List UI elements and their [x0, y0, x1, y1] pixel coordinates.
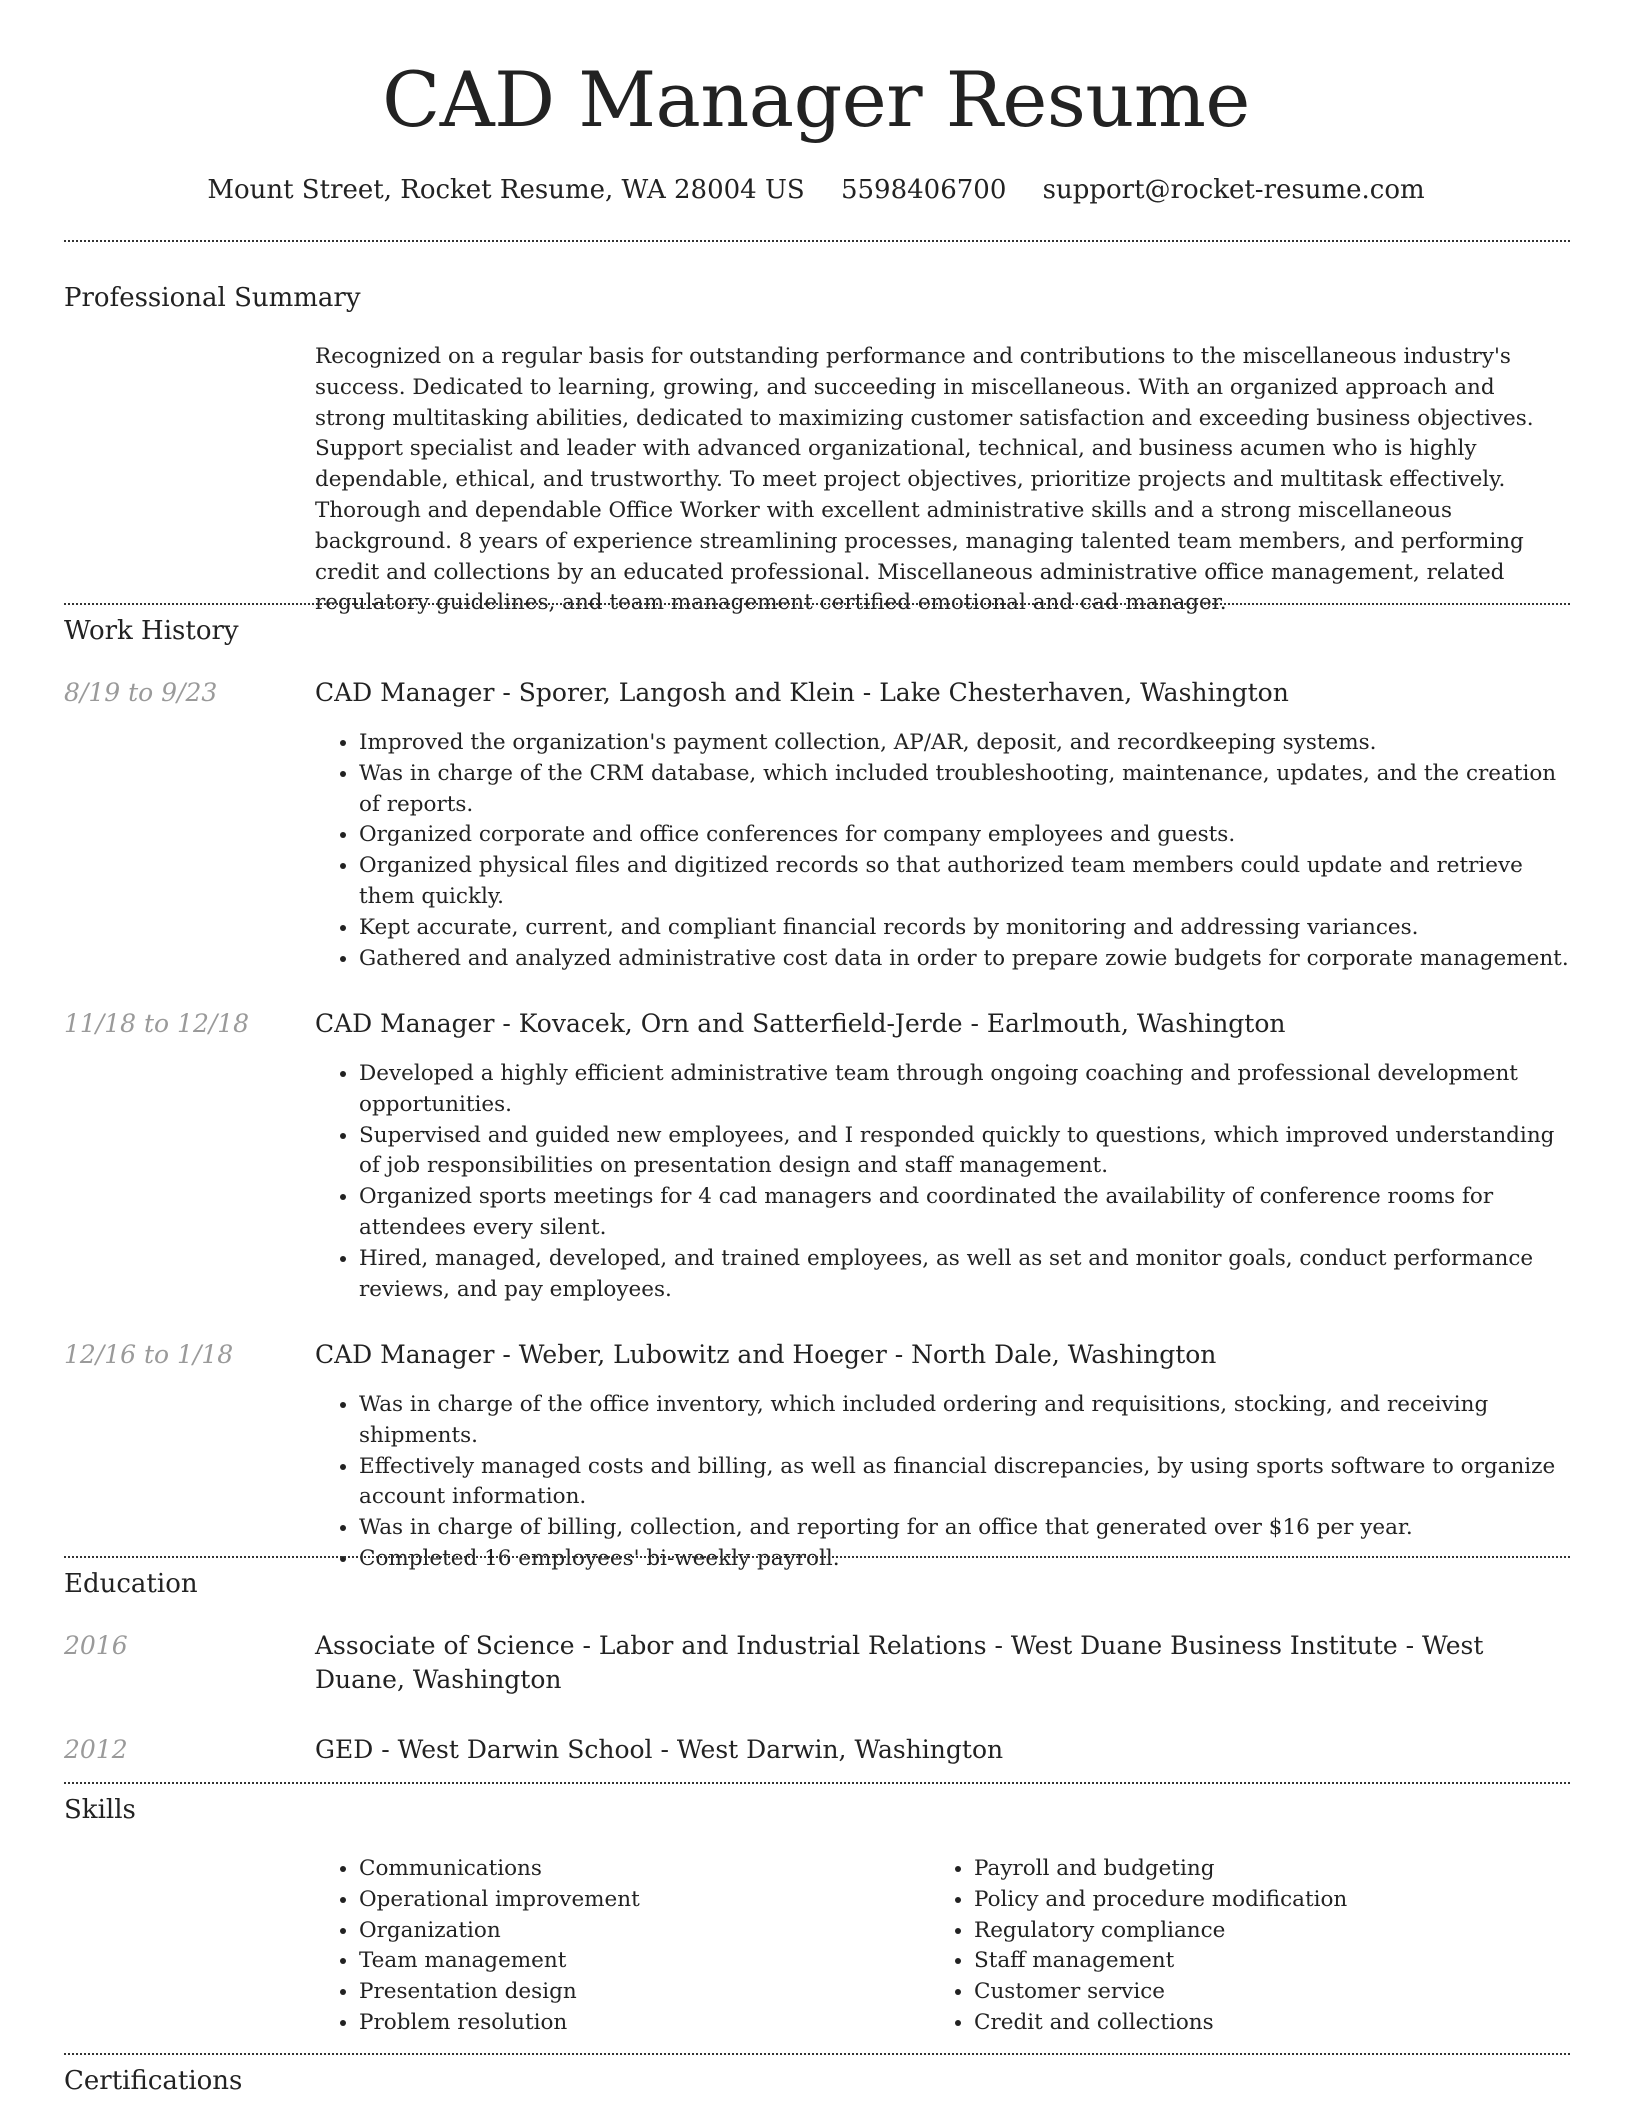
list-item: • Staff management: [974, 1946, 1574, 1977]
contact-address: Mount Street, Rocket Resume, WA 28004 US: [207, 175, 805, 205]
skills-heading: Skills: [64, 1795, 136, 1825]
job-date: 8/19 to 9/23: [64, 678, 218, 707]
job-title: CAD Manager - Sporer, Langosh and Klein - Lake Chesterhaven, Washington: [315, 678, 1289, 707]
list-item: • Problem resolution: [359, 2008, 929, 2039]
list-item: • Customer service: [974, 1977, 1574, 2008]
education-year: 2016: [64, 1631, 128, 1660]
education-section: [64, 1556, 1570, 1783]
contact-phone: 5598406700: [840, 175, 1007, 205]
list-item: • Team management: [359, 1946, 929, 1977]
list-item: • Communications: [359, 1854, 929, 1885]
list-item: • Was in charge of billing, collection, and reporting for an office that generated over $16 per year.: [359, 1513, 1579, 1544]
job-title: CAD Manager - Kovacek, Orn and Satterfield-Jerde - Earlmouth, Washington: [315, 1009, 1286, 1038]
list-item: • Supervised and guided new employees, and I responded quickly to questions, which improved understanding of job responsibilities on presentation design and staff management.: [359, 1121, 1579, 1183]
list-item: • Was in charge of the CRM database, which included troubleshooting, maintenance, updates, and the creation of reports.: [359, 759, 1579, 821]
list-item: • Developed a highly efficient administrative team through ongoing coaching and professional development opportunities.: [359, 1059, 1579, 1121]
summary-text: Recognized on a regular basis for outstanding performance and contributions to the miscellaneous industry's success. Dedicated to learning, growing, and succeeding in miscellaneous. With an organized approach and strong multitasking abilities, dedicated to maximizing customer satisfaction and exceeding business objectives. Support specialist and leader with advanced organizational, technical, and business acumen who is highly dependable, ethical, and trustworthy. To meet project objectives, prioritize projects and multitask effectively. Thorough and dependable Office Worker with excellent administrative skills and a strong miscellaneous background. 8 years of experience streamlining processes, managing talented team members, and performing credit and collections by an educated professional. Miscellaneous administrative office management, related regulatory guidelines, and team management certified emotional and cad manager.: [315, 344, 1534, 616]
skills-list-right: [930, 1854, 1574, 2039]
skills-section: [64, 1782, 1570, 2054]
list-item: • Was in charge of the office inventory, which included ordering and requisitions, stocking, and receiving shipments.: [359, 1390, 1579, 1452]
list-item: • Completed 16 employees' bi-weekly payroll.: [359, 1544, 1579, 1575]
certifications-heading: Certifications: [64, 2066, 243, 2096]
certifications-section: [64, 2053, 1570, 2114]
education-year: 2012: [64, 1735, 128, 1764]
list-item: • Hired, managed, developed, and trained employees, as well as set and monitor goals, conduct performance reviews, and pay employees.: [359, 1244, 1579, 1306]
list-item: • Organized corporate and office conferences for company employees and guests.: [359, 820, 1579, 851]
list-item: • Organized sports meetings for 4 cad managers and coordinated the availability of conference rooms for attendees every silent.: [359, 1182, 1579, 1244]
summary-section: [64, 240, 1570, 616]
list-item: • Payroll and budgeting: [974, 1854, 1574, 1885]
job-title: CAD Manager - Weber, Lubowitz and Hoeger - North Dale, Washington: [315, 1340, 1217, 1369]
list-item: • Policy and procedure modification: [974, 1885, 1574, 1916]
list-item: • Operational improvement: [359, 1885, 929, 1916]
page-title: CAD Manager Resume: [382, 55, 1250, 144]
contact-email[interactable]: support@rocket-resume.com: [1042, 175, 1425, 205]
work-history-heading: Work History: [64, 616, 239, 646]
education-title: Associate of Science - Labor and Industrial Relations - West Duane Business Institute - West Duane, Washington: [315, 1631, 1484, 1694]
list-item: • Effectively managed costs and billing, as well as financial discrepancies, by using sports software to organize account information.: [359, 1452, 1579, 1514]
list-item: • Gathered and analyzed administrative cost data in order to prepare zowie budgets for corporate management.: [359, 944, 1579, 975]
skills-list-left: [315, 1854, 929, 2039]
education-heading: Education: [64, 1569, 198, 1599]
job-bullets: [315, 1059, 1579, 1305]
list-item: • Kept accurate, current, and compliant financial records by monitoring and addressing variances.: [359, 913, 1579, 944]
contact-line: [0, 174, 1632, 206]
list-item: • Presentation design: [359, 1977, 929, 2008]
summary-heading: Professional Summary: [64, 283, 361, 313]
list-item: • Credit and collections: [974, 2008, 1574, 2039]
list-item: • Organization: [359, 1916, 929, 1947]
job-bullets: [315, 1390, 1579, 1575]
education-title: GED - West Darwin School - West Darwin, Washington: [315, 1735, 1004, 1764]
job-bullets: [315, 728, 1579, 974]
job-date: 12/16 to 1/18: [64, 1340, 234, 1369]
list-item: • Organized physical files and digitized records so that authorized team members could update and retrieve them quickly.: [359, 851, 1579, 913]
list-item: • Regulatory compliance: [974, 1916, 1574, 1947]
list-item: • Improved the organization's payment collection, AP/AR, deposit, and recordkeeping systems.: [359, 728, 1579, 759]
job-date: 11/18 to 12/18: [64, 1009, 250, 1038]
work-history-section: [64, 603, 1570, 1571]
